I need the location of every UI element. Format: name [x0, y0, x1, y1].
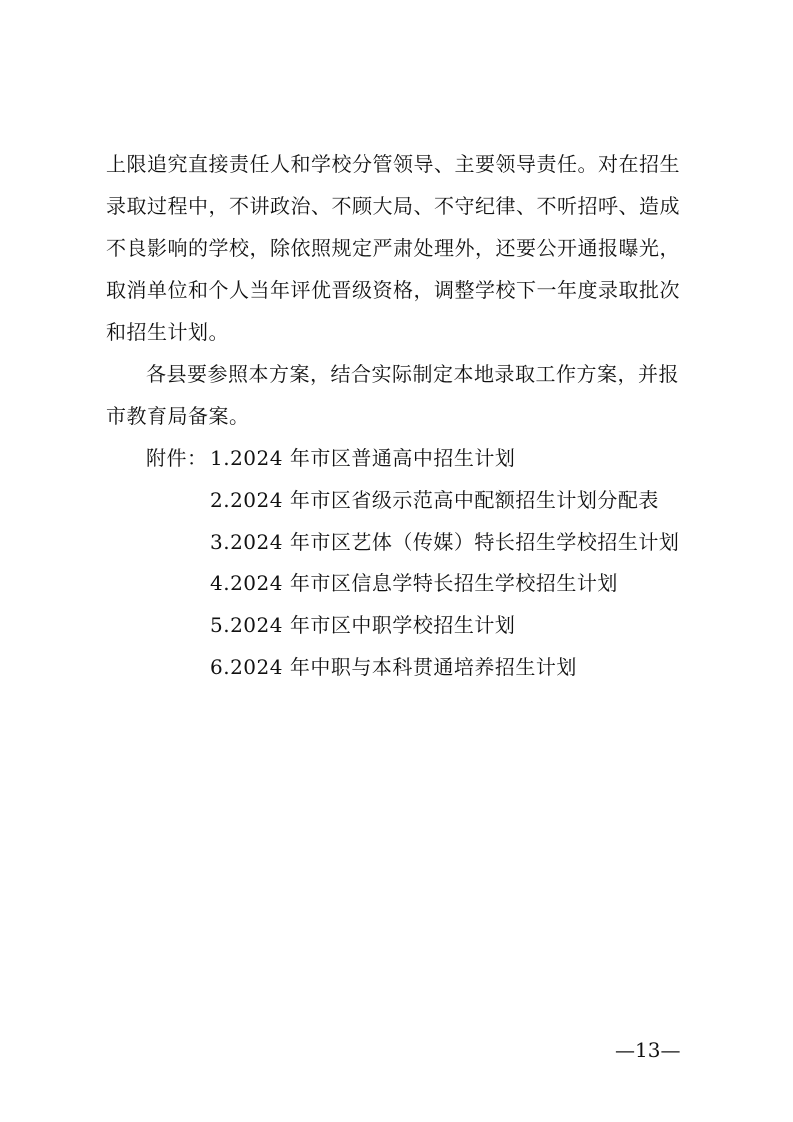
attachment-item-4: 4.2024 年市区信息学特长招生学校招生计划: [210, 571, 618, 595]
paragraph-1-line-2: 录取过程中，不讲政治、不顾大局、不守纪律、不听招呼、造成: [106, 194, 680, 218]
attachment-item-6: 6.2024 年中职与本科贯通培养招生计划: [210, 655, 577, 679]
attachment-item-2: 2.2024 年市区省级示范高中配额招生计划分配表: [210, 488, 659, 512]
attachments-label: 附件：: [146, 446, 208, 470]
paragraph-2-line-1: 各县要参照本方案，结合实际制定本地录取工作方案，并报: [146, 362, 679, 386]
paragraph-1-line-5: 和招生计划。: [106, 320, 229, 344]
paragraph-1-line-4: 取消单位和个人当年评优晋级资格，调整学校下一年度录取批次: [106, 278, 680, 302]
attachment-item-5: 5.2024 年市区中职学校招生计划: [210, 613, 516, 637]
paragraph-2-line-2: 市教育局备案。: [106, 404, 250, 428]
paragraph-1-line-3: 不良影响的学校，除依照规定严肃处理外，还要公开通报曝光，: [106, 236, 680, 260]
paragraph-1-line-1: 上限追究直接责任人和学校分管领导、主要领导责任。对在招生: [106, 152, 680, 176]
page-number: —13—: [615, 1038, 681, 1062]
attachment-item-1: 1.2024 年市区普通高中招生计划: [210, 446, 516, 470]
attachment-item-3: 3.2024 年市区艺体（传媒）特长招生学校招生计划: [210, 530, 680, 554]
